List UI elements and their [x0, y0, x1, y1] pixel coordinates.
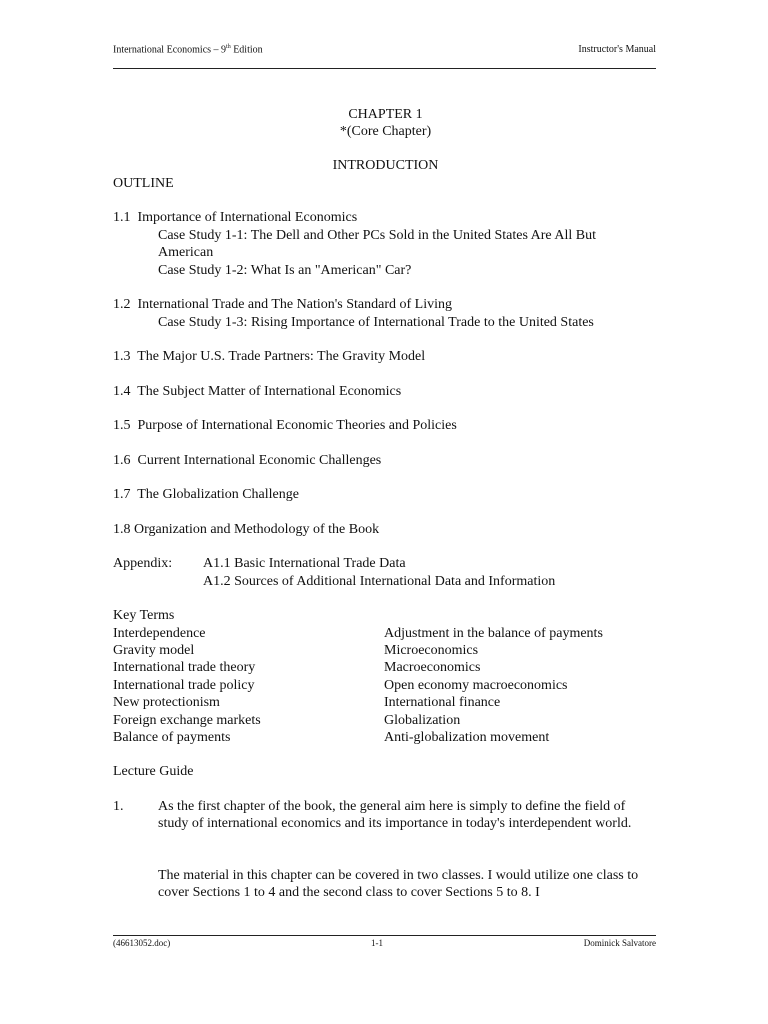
key-terms-heading: Key Terms — [113, 608, 175, 623]
chapter-number: CHAPTER 1 — [348, 107, 423, 122]
appendix-item: A1.1 Basic International Trade Data — [203, 556, 406, 571]
key-term: Macroeconomics — [384, 660, 481, 675]
lecture-paragraph: As the first chapter of the book, the general aim here is simply to define the field of study of international economics and its importance in today's interdependent world. — [158, 799, 632, 832]
key-term: International trade theory — [113, 660, 256, 675]
outline-section: 1.1 Importance of International Economics — [113, 210, 358, 225]
key-term: Microeconomics — [384, 643, 479, 658]
key-term: Balance of payments — [113, 730, 231, 745]
appendix-label: Appendix: — [113, 556, 173, 571]
footer-filename: (46613052.doc) — [113, 938, 171, 948]
header-book-title: International Economics – 9th Edition — [113, 44, 263, 56]
outline-section: 1.4 The Subject Matter of International Economics — [113, 384, 402, 399]
lecture-item-number: 1. — [113, 799, 124, 814]
page-header — [113, 44, 656, 55]
key-term: Foreign exchange markets — [113, 713, 261, 728]
page-footer — [113, 938, 656, 948]
footer-rule — [113, 935, 656, 936]
case-study: Case Study 1-1: The Dell and Other PCs Sold in the United States Are All But American — [158, 228, 596, 261]
header-manual-title: Instructor's Manual — [578, 44, 656, 55]
key-term: Anti-globalization movement — [384, 730, 550, 745]
outline-section: 1.6 Current International Economic Challenges — [113, 453, 382, 468]
key-term: Open economy macroeconomics — [384, 678, 568, 693]
outline-section: 1.2 International Trade and The Nation's Standard of Living — [113, 297, 452, 312]
key-term: Interdependence — [113, 626, 206, 641]
outline-section: 1.3 The Major U.S. Trade Partners: The Gravity Model — [113, 349, 426, 364]
case-study: Case Study 1-2: What Is an "American" Car? — [158, 263, 412, 278]
lecture-paragraph: The material in this chapter can be covered in two classes. I would utilize one class to cover Sections 1 to 4 and the second class to cover Sections 5 to 8. I — [158, 868, 639, 901]
key-term: Gravity model — [113, 643, 195, 658]
outline-heading: OUTLINE — [113, 176, 174, 191]
lecture-guide-heading: Lecture Guide — [113, 764, 194, 779]
appendix-item: A1.2 Sources of Additional International Data and Information — [203, 574, 556, 589]
key-term: Adjustment in the balance of payments — [384, 626, 603, 641]
case-study: Case Study 1-3: Rising Importance of International Trade to the United States — [158, 315, 594, 330]
outline-section: 1.8 Organization and Methodology of the Book — [113, 522, 380, 537]
footer-author: Dominick Salvatore — [583, 938, 656, 948]
key-term: International finance — [384, 695, 501, 710]
key-term: New protectionism — [113, 695, 220, 710]
outline-section: 1.7 The Globalization Challenge — [113, 487, 299, 502]
chapter-note: *(Core Chapter) — [339, 124, 432, 139]
footer-page-number: 1-1 — [371, 938, 383, 948]
chapter-title: INTRODUCTION — [332, 158, 439, 173]
outline-section: 1.5 Purpose of International Economic Theories and Policies — [113, 418, 457, 433]
header-rule — [113, 68, 656, 69]
key-term: Globalization — [384, 713, 461, 728]
key-term: International trade policy — [113, 678, 255, 693]
